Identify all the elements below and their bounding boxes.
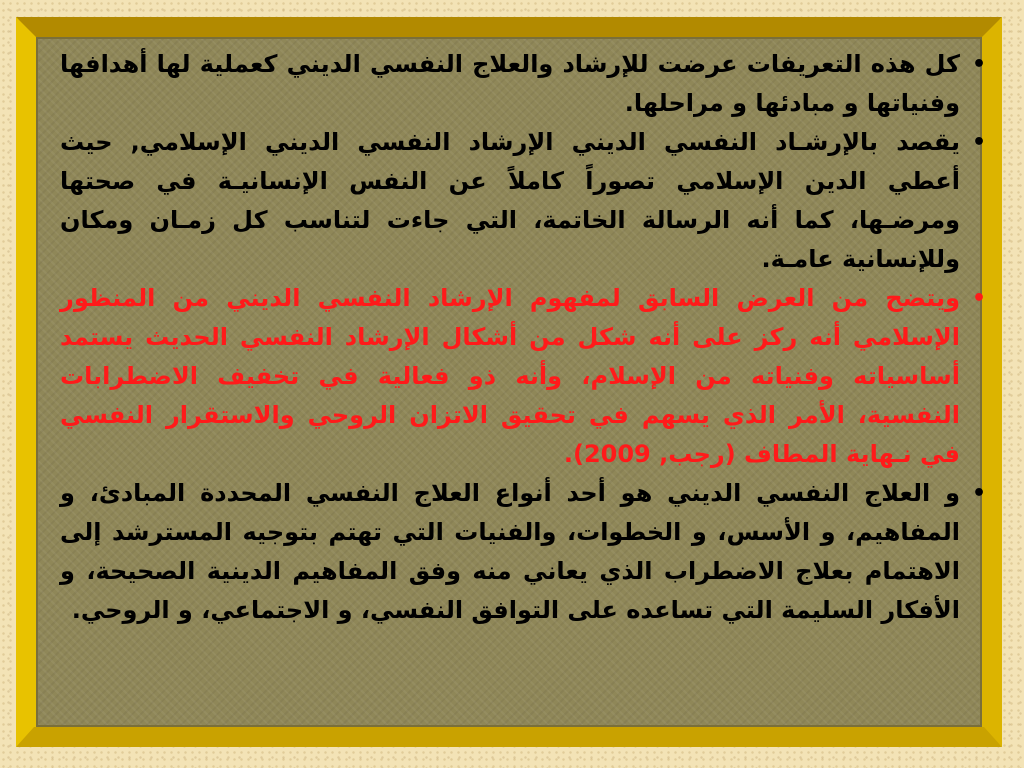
bullet-icon: • — [971, 52, 986, 77]
bullet-paragraph-2 — [60, 123, 988, 279]
slide-panel — [36, 37, 986, 727]
frame-bevel-top — [16, 17, 1002, 37]
paragraph-text: و العلاج النفسي الديني هو أحد أنواع العلاج النفسي المحددة المبادئ، و المفاهيم، و الأسس، و الخطوات، والفنيات التي تهتم بتوجيه المسترشد إلى الاهتمام بعلاج الاضطراب الذي يعاني منه وفق المفاهيم الدينية الصحيحة، و الأفكار السليمة التي تساعده على التوافق النفسي، و الاجتماعي، و الروحي. — [60, 479, 960, 624]
bullet-paragraph-1 — [60, 45, 988, 123]
bullet-icon: • — [971, 286, 986, 311]
bullet-paragraph-4 — [60, 474, 988, 630]
slide-frame — [16, 17, 1002, 747]
paragraph-text: يقصد بالإرشـاد النفسي الديني الإرشاد النفسي الديني الإسلامي, حيث أعطي الدين الإسلامي تصوراً كاملاً عن النفس الإنسانيـة في صحتها ومرضـها، كما أنه الرسالة الخاتمة، التي جاءت لتناسب كل زمـان ومكان وللإنسانية عامـة. — [60, 128, 960, 273]
paragraph-text: ويتضح من العرض السابق لمفهوم الإرشاد النفسي الديني من المنظور الإسلامي أنه ركز على أنه شكل من أشكال الإرشاد النفسي الحديث يستمد أساسياته وفنياته من الإسلام، وأنه ذو فعالية في تخفيف الاضطرابات النفسية، الأمر الذي يسهم في تحقيق الاتزان الروحي والاستقرار النفسي في نـهاية المطاف (رجب, 2009). — [60, 284, 960, 468]
frame-bevel-left — [16, 17, 36, 747]
bullet-icon: • — [971, 130, 986, 155]
slide-content — [60, 45, 988, 630]
paragraph-text: كل هذه التعريفات عرضت للإرشاد والعلاج النفسي الديني كعملية لها أهدافها وفنياتها و مبادئها و مراحلها. — [60, 50, 960, 117]
frame-bevel-bottom — [16, 727, 1002, 747]
bullet-paragraph-3 — [60, 279, 988, 474]
bullet-icon: • — [971, 481, 986, 506]
bullet-list — [60, 45, 988, 630]
